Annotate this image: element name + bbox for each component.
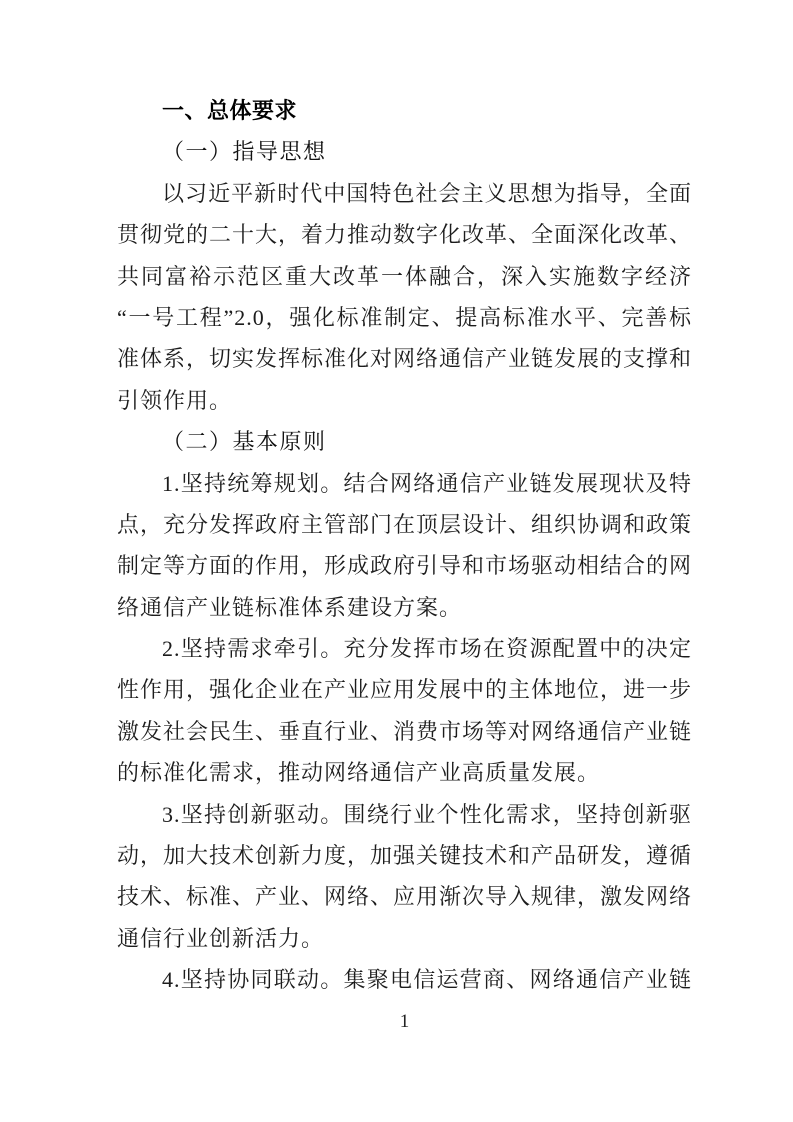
paragraph-line: 技术、标准、产业、网络、应用渐次导入规律，激发网络 (117, 884, 693, 910)
paragraph-line: 性作用，强化企业在产业应用发展中的主体地位，进一步 (117, 677, 693, 703)
paragraph-line: 的标准化需求，推动网络通信产业高质量发展。 (117, 760, 601, 786)
paragraph-line: 共同富裕示范区重大改革一体融合，深入实施数字经济 (117, 263, 692, 289)
heading-level2: （二）基本原则 (162, 429, 327, 455)
page-number: 1 (399, 1010, 410, 1032)
paragraph-line: 制定等方面的作用，形成政府引导和市场驱动相结合的网 (117, 553, 693, 579)
document-body (117, 90, 692, 1042)
paragraph-line: 2.坚持需求牵引。充分发挥市场在资源配置中的决定 (162, 636, 692, 662)
paragraph-line: 络通信产业链标准体系建设方案。 (117, 594, 463, 620)
paragraph-line: 3.坚持创新驱动。围绕行业个性化需求，坚持创新驱 (162, 801, 692, 827)
paragraph-line: 动，加大技术创新力度，加强关键技术和产品研发，遵循 (117, 843, 693, 869)
paragraph-line: 通信行业创新活力。 (117, 925, 325, 951)
heading-level1: 一、总体要求 (162, 98, 298, 123)
paragraph-line: 激发社会民生、垂直行业、消费市场等对网络通信产业链 (117, 718, 693, 744)
paragraph-line: 引领作用。 (117, 387, 233, 413)
paragraph-line: 以习近平新时代中国特色社会主义思想为指导，全面 (162, 180, 692, 206)
paragraph-line: 准体系，切实发挥标准化对网络通信产业链发展的支撑和 (117, 346, 693, 372)
paragraph-line: 点，充分发挥政府主管部门在顶层设计、组织协调和政策 (117, 511, 693, 537)
paragraph-line: 贯彻党的二十大，着力推动数字化改革、全面深化改革、 (117, 222, 693, 248)
paragraph-line: 4.坚持协同联动。集聚电信运营商、网络通信产业链 (162, 967, 692, 993)
paragraph-line: 1.坚持统筹规划。结合网络通信产业链发展现状及特 (162, 470, 692, 496)
paragraph-line: “一号工程”2.0，强化标准制定、提高标准水平、完善标 (117, 304, 692, 330)
heading-level2: （一）指导思想 (162, 139, 327, 165)
